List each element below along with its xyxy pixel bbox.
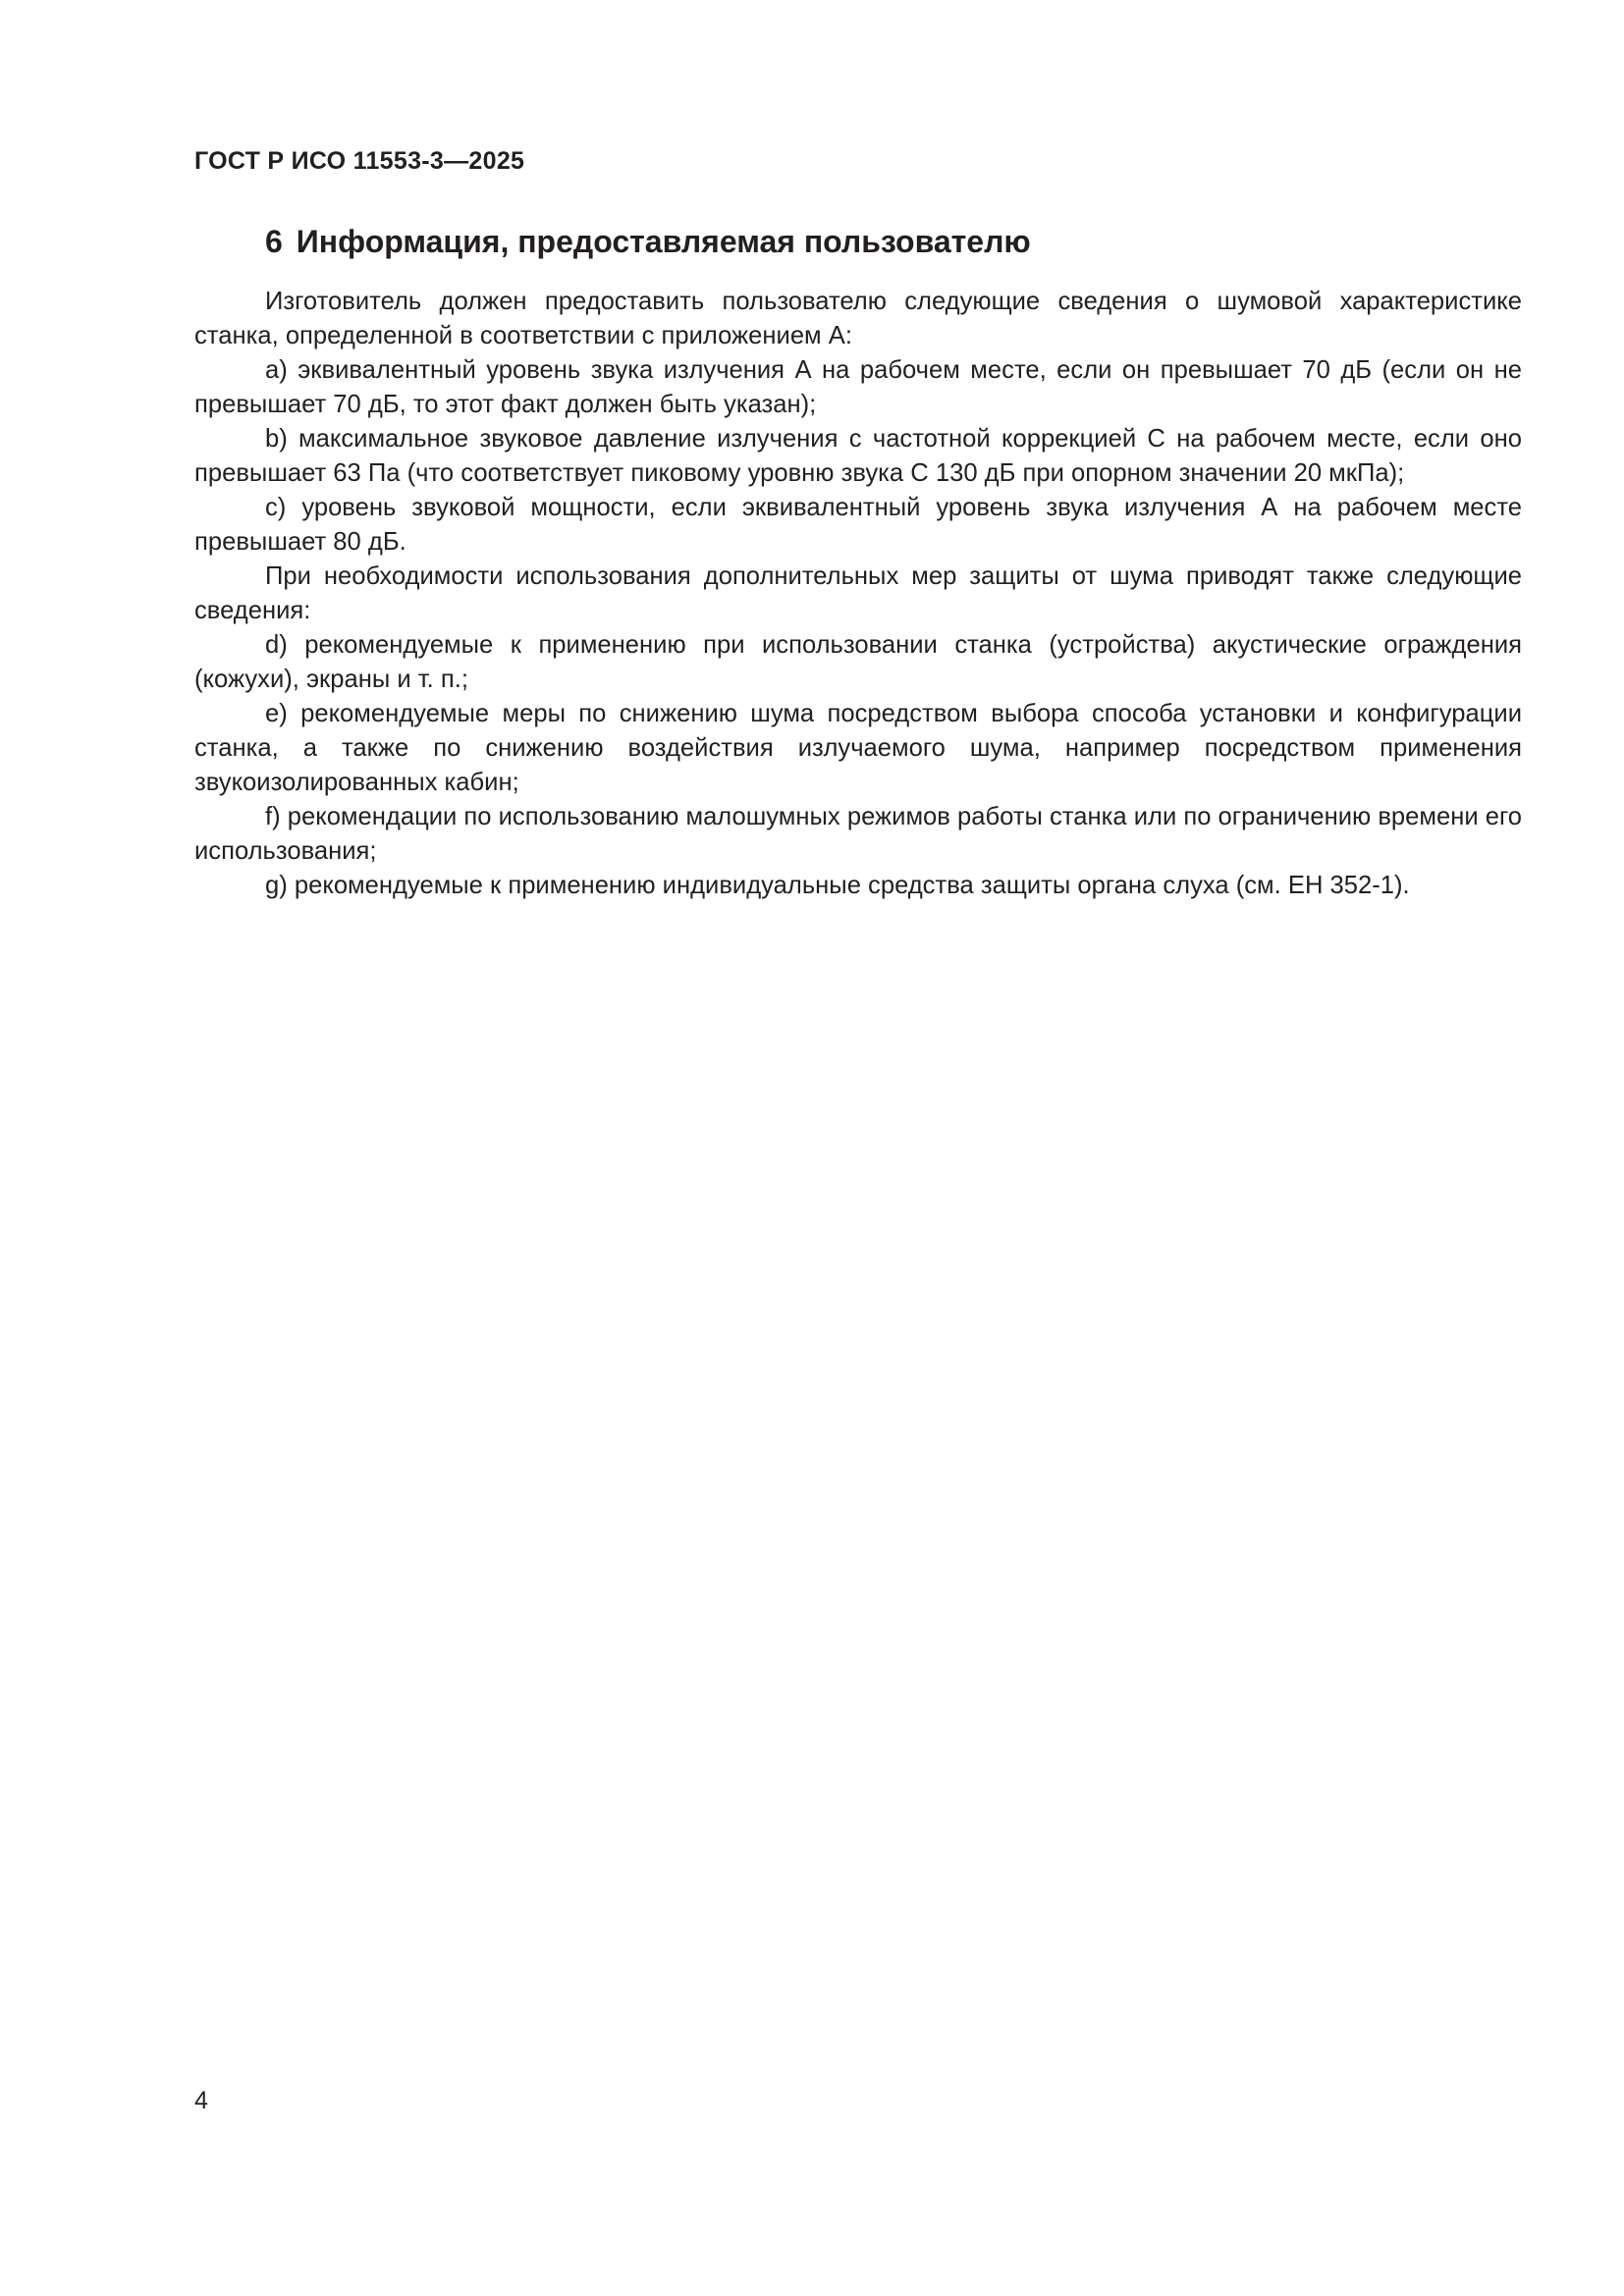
document-code-header: ГОСТ Р ИСО 11553-3—2025: [194, 147, 525, 175]
list-item-b: b) максимальное звуковое давление излучения с частотной коррекцией С на рабочем месте, если оно превышает 63 Па (что соответствует пиковому уровню звука С 130 дБ при опорном значении 20 мкПа);: [194, 425, 1522, 487]
list-item-a: а) эквивалентный уровень звука излучения А на рабочем месте, если он превышает 70 дБ (если он не превышает 70 дБ, то этот факт должен быть указан);: [194, 356, 1522, 418]
section-heading: [265, 224, 1031, 260]
list-item-d: d) рекомендуемые к применению при использовании станка (устройства) акустические ограждения (кожухи), экраны и т. п.;: [194, 631, 1522, 693]
list-item-f: f) рекомендации по использованию малошумных режимов работы станка или по ограничению времени его использования;: [194, 803, 1522, 865]
section-number: 6: [265, 224, 283, 259]
additional-measures-paragraph: При необходимости использования дополнительных мер защиты от шума приводят также следующие сведения:: [194, 562, 1522, 624]
page-number: 4: [194, 2087, 208, 2114]
list-item-c: c) уровень звуковой мощности, если эквивалентный уровень звука излучения А на рабочем месте превышает 80 дБ.: [194, 494, 1522, 556]
list-item-e: е) рекомендуемые меры по снижению шума посредством выбора способа установки и конфигурации станка, а также по снижению воздействия излучаемого шума, например посредством применения звукоизолированных кабин;: [194, 700, 1522, 796]
intro-paragraph: Изготовитель должен предоставить пользователю следующие сведения о шумовой характеристике станка, определенной в соответствии с приложением А:: [194, 288, 1522, 349]
section-title-text: Информация, предоставляемая пользователю: [296, 224, 1031, 259]
section-body: [194, 285, 1522, 903]
list-item-g: g) рекомендуемые к применению индивидуальные средства защиты органа слуха (см. ЕН 352-1).: [265, 872, 1410, 899]
